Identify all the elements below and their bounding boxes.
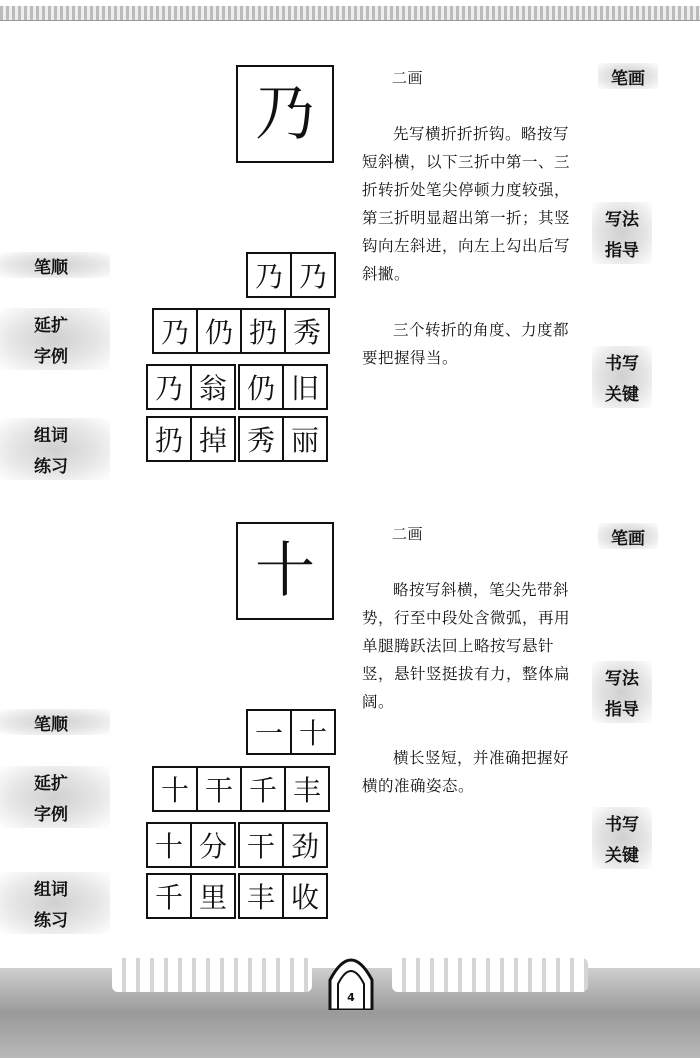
example-char: 干 <box>196 766 242 812</box>
word-char: 丽 <box>282 416 328 462</box>
top-border <box>0 6 700 21</box>
writing-key-text: 三个转折的角度、力度都要把握得当。 <box>362 321 570 367</box>
label-word-practice: 组词 练习 <box>0 418 110 480</box>
word-char: 劲 <box>282 822 328 868</box>
label-stroke-count: 笔画 <box>598 523 658 549</box>
label-writing-guide: 写法 指导 <box>592 661 652 723</box>
example-char: 仍 <box>196 308 242 354</box>
example-char: 千 <box>240 766 286 812</box>
word-char: 收 <box>282 873 328 919</box>
example-char: 十 <box>152 766 198 812</box>
main-character-box <box>236 65 334 163</box>
word-char: 乃 <box>146 364 192 410</box>
main-character: 乃 <box>255 79 315 149</box>
example-char: 秀 <box>284 308 330 354</box>
label-extended-examples: 延扩 字例 <box>0 766 110 828</box>
word-char: 扔 <box>146 416 192 462</box>
label-writing-key: 书写 关键 <box>592 346 652 408</box>
main-character: 十 <box>255 536 315 606</box>
word-grid-row1 <box>146 822 328 868</box>
word-char: 干 <box>238 822 284 868</box>
extended-grid <box>152 766 330 812</box>
section1-text <box>362 64 570 372</box>
stroke-count-text: 二画 <box>392 69 424 87</box>
stroke-step: 十 <box>290 709 336 755</box>
stroke-order-grid <box>246 252 336 298</box>
word-char: 丰 <box>238 873 284 919</box>
footer-decoration-right <box>392 958 588 992</box>
stroke-order-grid <box>246 709 336 755</box>
word-char: 翁 <box>190 364 236 410</box>
word-grid-row2 <box>146 873 328 919</box>
extended-grid <box>152 308 330 354</box>
label-stroke-count: 笔画 <box>598 63 658 89</box>
label-writing-guide: 写法 指导 <box>592 202 652 264</box>
main-character-box <box>236 522 334 620</box>
footer-decoration-left <box>112 958 312 992</box>
label-writing-key: 书写 关键 <box>592 807 652 869</box>
word-char: 分 <box>190 822 236 868</box>
example-char: 乃 <box>152 308 198 354</box>
example-char: 丰 <box>284 766 330 812</box>
label-stroke-order: 笔顺 <box>0 252 110 278</box>
word-char: 里 <box>190 873 236 919</box>
writing-guide-text: 略按写斜横，笔尖先带斜势，行至中段处含微弧，再用单腿腾跃法回上略按写悬针竖，悬针竖挺拔有力，整体扁阔。 <box>362 581 571 711</box>
word-char: 掉 <box>190 416 236 462</box>
word-char: 旧 <box>282 364 328 410</box>
word-char: 千 <box>146 873 192 919</box>
writing-guide-text: 先写横折折折钩。略按写短斜横，以下三折中第一、三折转折处笔尖停顿力度较强，第三折明显超出第一折；其竖钩向左斜进，向左上勾出后写斜撇。 <box>362 125 571 283</box>
example-char: 扔 <box>240 308 286 354</box>
label-stroke-order: 笔顺 <box>0 709 110 735</box>
page-number: 4 <box>347 991 355 1004</box>
word-grid-row1 <box>146 364 328 410</box>
section2-text <box>362 520 570 800</box>
stroke-step: 乃 <box>246 252 292 298</box>
stroke-count-text: 二画 <box>392 525 424 543</box>
writing-key-text: 横长竖短，并准确把握好横的准确姿态。 <box>362 749 570 795</box>
word-char: 秀 <box>238 416 284 462</box>
word-char: 十 <box>146 822 192 868</box>
label-word-practice: 组词 练习 <box>0 872 110 934</box>
stroke-step: 一 <box>246 709 292 755</box>
word-char: 仍 <box>238 364 284 410</box>
label-extended-examples: 延扩 字例 <box>0 308 110 370</box>
word-grid-row2 <box>146 416 328 462</box>
stroke-step: 乃 <box>290 252 336 298</box>
